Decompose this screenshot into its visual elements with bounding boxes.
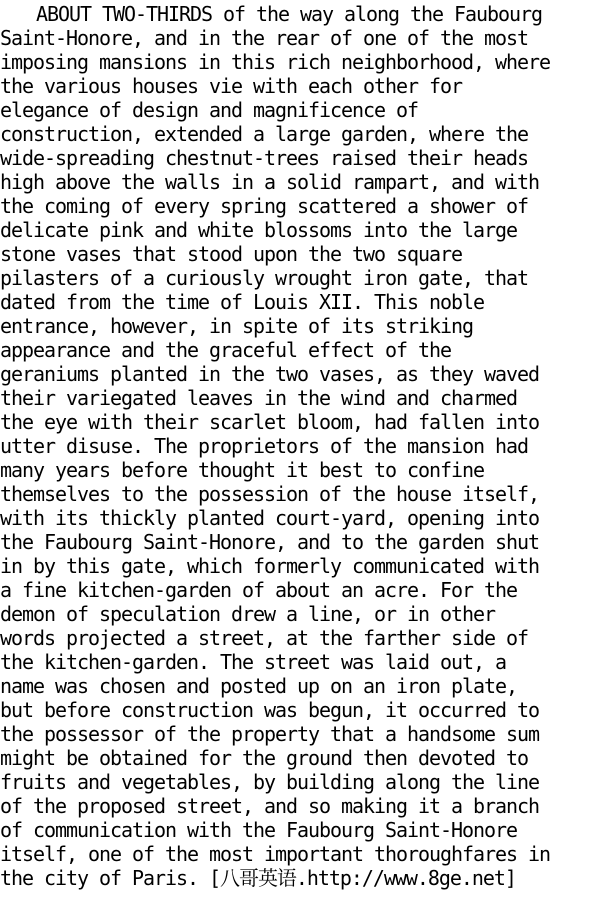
text-line-8: high above the walls in a solid rampart, and with (0, 170, 540, 194)
text-line-37: the city of Paris. [八哥英语.http://www.8ge.net] (0, 866, 516, 890)
text-line-11: stone vases that stood upon the two square (0, 242, 463, 266)
text-line-19: utter disuse. The proprietors of the mansion had (0, 434, 529, 458)
text-line-3: imposing mansions in this rich neighborhood, where (0, 50, 551, 74)
text-line-20: many years before thought it best to confine (0, 458, 485, 482)
text-line-17: their variegated leaves in the wind and charmed (0, 386, 518, 410)
text-line-25: a fine kitchen-garden of about an acre. For the (0, 578, 518, 602)
text-line-32: might be obtained for the ground then devoted to (0, 746, 529, 770)
text-line-6: construction, extended a large garden, where the (0, 122, 529, 146)
text-line-5: elegance of design and magnificence of (0, 98, 419, 122)
text-line-1: ABOUT TWO-THIRDS of the way along the Faubourg (36, 2, 543, 26)
text-line-13: dated from the time of Louis XII. This noble (0, 290, 485, 314)
text-line-10: delicate pink and white blossoms into the large (0, 218, 518, 242)
text-line-31: the possessor of the property that a handsome sum (0, 722, 540, 746)
text-line-23: the Faubourg Saint-Honore, and to the garden shut (0, 530, 540, 554)
text-line-26: demon of speculation drew a line, or in other (0, 602, 496, 626)
text-line-18: the eye with their scarlet bloom, had fallen into (0, 410, 540, 434)
text-line-24: in by this gate, which formerly communicated with (0, 554, 540, 578)
text-line-16: geraniums planted in the two vases, as they waved (0, 362, 540, 386)
text-line-27: words projected a street, at the farther side of (0, 626, 529, 650)
text-line-14: entrance, however, in spite of its striking (0, 314, 474, 338)
text-line-28: the kitchen-garden. The street was laid out, a (0, 650, 507, 674)
text-line-15: appearance and the graceful effect of the (0, 338, 452, 362)
text-line-33: fruits and vegetables, by building along the line (0, 770, 540, 794)
text-line-36: itself, one of the most important thoroughfares in (0, 842, 551, 866)
text-line-29: name was chosen and posted up on an iron plate, (0, 674, 518, 698)
text-line-4: the various houses vie with each other for (0, 74, 463, 98)
text-line-35: of communication with the Faubourg Saint-Honore (0, 818, 518, 842)
text-line-9: the coming of every spring scattered a shower of (0, 194, 529, 218)
text-line-30: but before construction was begun, it occurred to (0, 698, 540, 722)
text-line-12: pilasters of a curiously wrought iron gate, that (0, 266, 529, 290)
text-line-2: Saint-Honore, and in the rear of one of the most (0, 26, 529, 50)
text-line-34: of the proposed street, and so making it a branch (0, 794, 540, 818)
text-line-7: wide-spreading chestnut-trees raised their heads (0, 146, 529, 170)
text-line-22: with its thickly planted court-yard, opening into (0, 506, 540, 530)
text-line-21: themselves to the possession of the house itself, (0, 482, 540, 506)
